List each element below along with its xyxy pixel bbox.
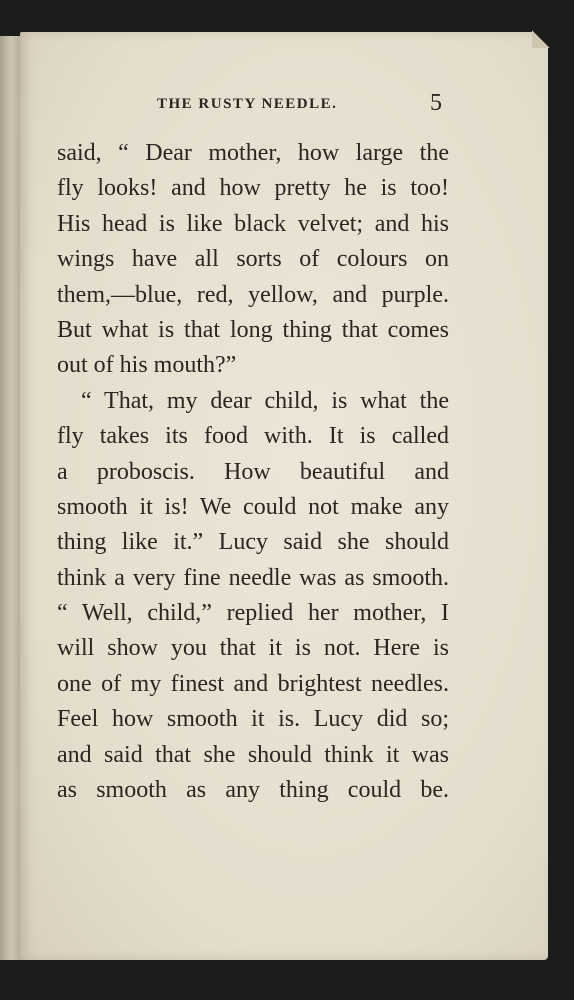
text-line: fly takes its food with. It is called xyxy=(57,423,449,450)
text-line: a proboscis. How beautiful and xyxy=(57,458,449,485)
page-number: 5 xyxy=(430,90,442,116)
text-line: “ That, my dear child, is what the xyxy=(81,387,449,414)
text-line: one of my finest and brightest needles. xyxy=(57,670,449,697)
text-line: said, “ Dear mother, how large the xyxy=(57,140,449,166)
text-line: them,—blue, red, yellow, and purple. xyxy=(57,281,449,308)
text-line: smooth it is! We could not make any xyxy=(57,493,449,520)
text-line: thing like it.” Lucy said she should xyxy=(57,529,449,556)
text-line: out of his mouth?” xyxy=(57,352,237,379)
text-line: Feel how smooth it is. Lucy did so; xyxy=(57,706,449,733)
text-line: think a very fine needle was as smooth. xyxy=(57,564,449,591)
page-corner-fold xyxy=(532,30,550,48)
running-head: THE RUSTY NEEDLE. xyxy=(157,96,338,112)
text-line: and said that she should think it was xyxy=(57,741,449,768)
text-line: But what is that long thing that comes xyxy=(57,316,449,343)
body-text xyxy=(57,136,449,808)
text-line: wings have all sorts of colours on xyxy=(57,246,449,273)
text-line: fly looks! and how pretty he is too! xyxy=(57,175,449,202)
text-line: will show you that it is not. Here is xyxy=(57,635,449,662)
text-line: “ Well, child,” replied her mother, I xyxy=(57,600,449,627)
text-line: His head is like black velvet; and his xyxy=(57,210,449,237)
left-page-edge xyxy=(0,36,21,960)
text-line: as smooth as any thing could be. xyxy=(57,777,449,804)
